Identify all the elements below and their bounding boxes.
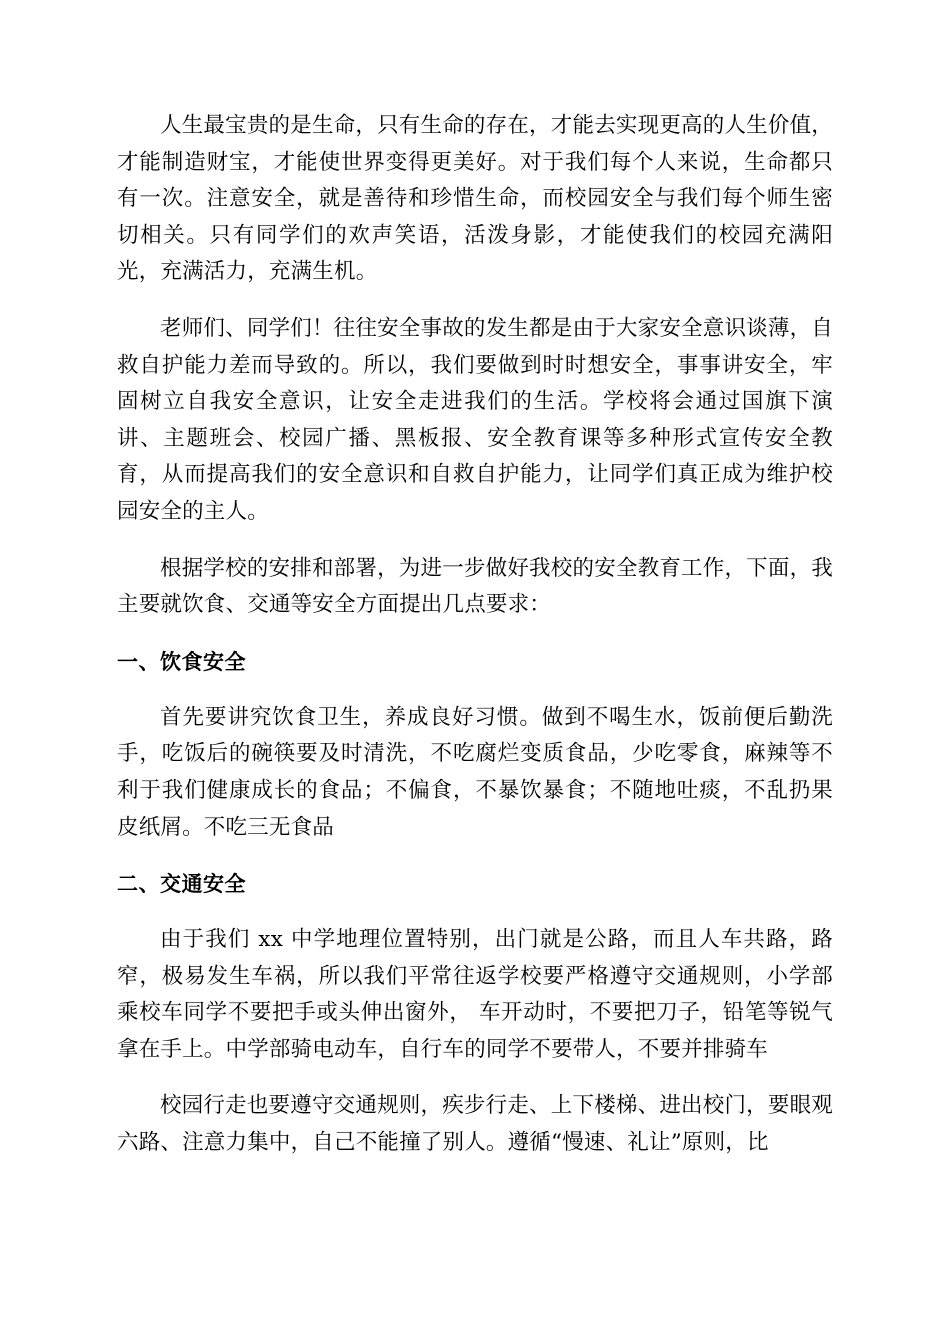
paragraph-requirements: 根据学校的安排和部署，为进一步做好我校的安全教育工作，下面，我主要就饮食、交通等安全方面提出几点要求： [117, 555, 833, 618]
paragraph-gap [117, 846, 833, 866]
paragraph-gap [117, 902, 833, 922]
paragraph-gap [117, 291, 833, 311]
paragraph-food-safety: 首先要讲究饮食卫生，养成良好习惯。做到不喝生水，饭前便后勤洗手，吃饭后的碗筷要及时清洗，不吃腐烂变质食品，少吃零食，麻辣等不利于我们健康成长的食品；不偏食，不暴饮暴食；不随地吐痰，不乱扔果皮纸屑。不吃三无食品 [117, 704, 833, 840]
section-heading-traffic-safety: 二、交通安全 [117, 872, 246, 897]
section-heading-food-safety: 一、饮食安全 [117, 649, 246, 674]
paragraph-awareness: 老师们、同学们！往往安全事故的发生都是由于大家安全意识谈薄，自救自护能力差而导致的。所以，我们要做到时时想安全，事事讲安全，牢固树立自我安全意识，让安全走进我们的生活。学校将会通过国旗下演讲、主题班会、校园广播、黑板报、安全教育课等多种形式宣传安全教育，从而提高我们的安全意识和自救自护能力，让同学们真正成为维护校园安全的主人。 [117, 315, 833, 524]
paragraph-intro: 人生最宝贵的是生命，只有生命的存在，才能去实现更高的人生价值，才能制造财宝，才能使世界变得更美好。对于我们每个人来说，生命都只有一次。注意安全，就是善待和珍惜生命，而校园安全与我们每个师生密切相关。只有同学们的欢声笑语，活泼身影，才能使我们的校园充满阳光，充满活力，充满生机。 [117, 113, 833, 285]
paragraph-gap [117, 680, 833, 700]
paragraph-traffic-safety: 由于我们 xx 中学地理位置特别，出门就是公路，而且人车共路，路窄，极易发生车祸，所以我们平常往返学校要严格遵守交通规则，小学部乘校车同学不要把手或头伸出窗外， 车开动时，不要把刀子，铅笔等锐气拿在手上。中学部骑电动车，自行车的同学不要带人，不要并排骑车 [117, 927, 833, 1062]
document-page [117, 108, 833, 1162]
paragraph-gap [117, 531, 833, 551]
paragraph-campus-walking: 校园行走也要遵守交通规则，疾步行走、上下楼梯、进出校门，要眼观六路、注意力集中，自己不能撞了别人。遵循“慢速、礼让”原则，比 [117, 1093, 833, 1156]
paragraph-gap [117, 624, 833, 644]
paragraph-gap [117, 1068, 833, 1088]
